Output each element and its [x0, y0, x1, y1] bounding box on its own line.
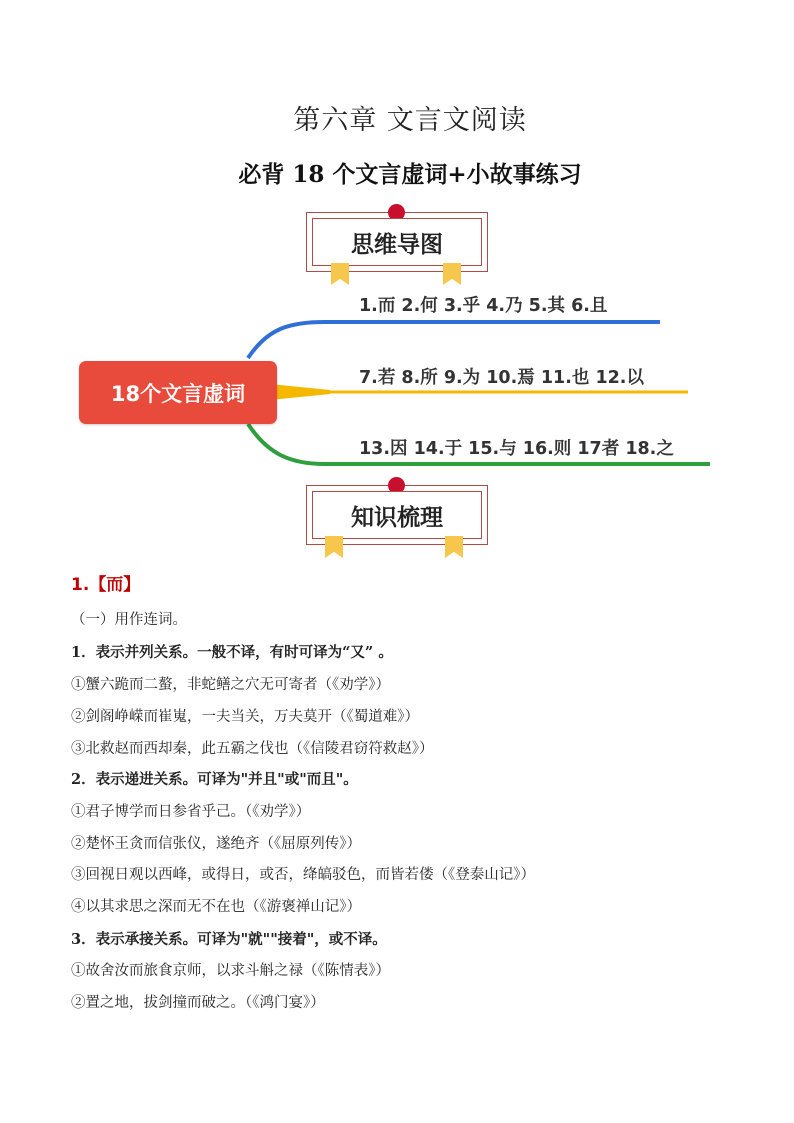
- rule-heading-2: 2．表示递进关系。可译为"并且"或"而且"。: [71, 771, 358, 788]
- branch-line-1: [248, 322, 660, 358]
- mindmap-branch-1: 1.而 2.何 3.乎 4.乃 5.其 6.且: [359, 296, 608, 316]
- example-line: ①故舍汝而旅食京师，以求斗斛之禄（《陈情表》）: [71, 963, 390, 979]
- sub-title: 必背 18 个文言虚词+小故事练习: [238, 161, 582, 188]
- branch-line-2-fan: [270, 384, 330, 400]
- mindmap-central-node: 18个文言虚词: [79, 361, 277, 424]
- mindmap-branch-3: 13.因 14.于 15.与 16.则 17者 18.之: [359, 439, 674, 459]
- example-line: ③回视日观以西峰，或得日，或否，绛皜驳色，而皆若偻（《登泰山记》）: [71, 867, 535, 883]
- chapter-title: 第六章 文言文阅读: [293, 105, 527, 136]
- example-line: ①蟹六跪而二螯，非蛇鳝之穴无可寄者（《劝学》）: [71, 677, 390, 693]
- rule-heading-1: 1．表示并列关系。一般不译，有时可译为“又” 。: [71, 644, 393, 661]
- rule-heading-3: 3．表示承接关系。可译为"就""接着"，或不译。: [71, 931, 387, 948]
- example-line: ①君子博学而日参省乎己。（《劝学》）: [71, 804, 311, 820]
- mindmap-branch-2: 7.若 8.所 9.为 10.焉 11.也 12.以: [359, 368, 644, 388]
- example-line: ③北救赵而西却秦，此五霸之伐也（《信陵君窃符救赵》）: [71, 741, 434, 757]
- example-line: ④以其求思之深而无不在也（《游褒禅山记》）: [71, 899, 361, 915]
- example-line: ②置之地，拔剑撞而破之。（《鸿门宴》）: [71, 995, 325, 1011]
- knowledge-banner: [306, 485, 488, 545]
- example-line: ②楚怀王贪而信张仪，遂绝齐（《屈原列传》）: [71, 836, 361, 852]
- section-heading: 1.【而】: [71, 575, 141, 595]
- knowledge-banner-label: 知识梳理: [312, 491, 482, 539]
- example-line: ②剑阁峥嵘而崔嵬，一夫当关，万夫莫开（《蜀道难》）: [71, 709, 419, 725]
- usage-heading: （一）用作连词。: [71, 612, 187, 628]
- mindmap-banner-label: 思维导图: [312, 218, 482, 266]
